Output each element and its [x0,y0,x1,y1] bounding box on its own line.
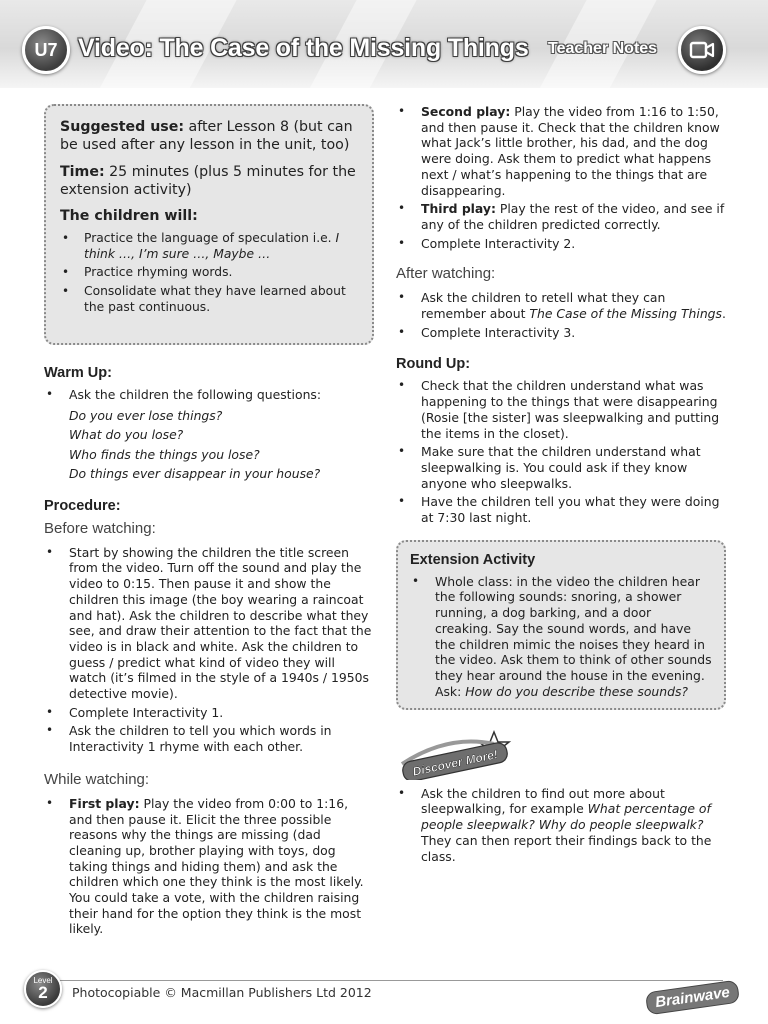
children-will-heading: The children will: [60,208,198,224]
suggested-use-box [44,104,374,345]
list-item: • Third play: Play the rest of the video, and see if any of the children predicted correctly. [396,201,726,232]
list-item: • First play: Play the video from 0:00 to 1:16, and then pause it. Elicit the three possible reasons why the things are missing (dad cleaning up, brother playing with toys, dog taking things and hiding them) and ask the children which one they think is the most likely. You could take a vote, with the children raising their hand for the option they think is the most likely. [44,796,374,937]
list-item: • Ask the children the following questions: [44,387,374,403]
round-up-heading: Round Up: [396,356,471,373]
after-watching-heading: After watching: [396,265,496,283]
list-item: • Ask the children to find out more about sleepwalking, for example What percentage of people sleepwalk? Why do people sleepwalk? They can then report their findings back to the class. [396,786,726,865]
copyright-text: Photocopiable © Macmillan Publishers Ltd 2012 [72,985,372,1000]
time-info: Time: 25 minutes (plus 5 minutes for the extension activity) [60,164,356,198]
unit-badge: U7 [22,26,70,74]
left-column [44,104,374,940]
list-item: • Ask the children to tell you which words in Interactivity 1 rhyme with each other. [44,723,374,754]
discover-more-label: Discover More! [411,746,500,779]
footer-divider [58,980,723,981]
list-item: • Practice rhyming words. [60,265,358,281]
discover-more-badge [398,726,518,780]
list-item: • Whole class: in the video the children hear the following sounds: snoring, a shower running, a dog barking, and a door creaking. Say the sound words, and have the children mimic the noises they heard in the video. Ask them to think of other sounds they hear around the house in the evening. Ask: How do you describe these sounds? [410,574,712,700]
while-watching-heading: While watching: [44,770,150,788]
header-band [0,0,768,88]
list-item: • Consolidate what they have learned about the past continuous. [60,284,358,315]
list-item: • Ask the children to retell what they can remember about The Case of the Missing Things. [396,290,726,321]
question: Do you ever lose things? [69,407,223,423]
list-item: • Make sure that the children understand what sleepwalking is. You could ask if they know anyone who sleepwalks. [396,444,726,491]
question: What do you lose? [69,427,184,443]
list-item: • Have the children tell you what they were doing at 7:30 last night. [396,494,726,525]
list-item: • Check that the children understand what was happening to the things that were disappearing (Rosie [the sister] was sleepwalking and putting the items in the closet). [396,378,726,441]
warm-up-heading: Warm Up: [44,365,112,381]
list-item: • Second play: Play the video from 1:16 to 1:50, and then pause it. Check that the children know what Jack’s little brother, his dad, and the dog were doing. Ask them to predict what happens next / what’s happening to the things that are disappearing. [396,104,726,198]
extension-activity-box [396,540,726,710]
list-item: • Start by showing the children the title screen from the video. Turn off the sound and play the video to 0:15. Then pause it and show the children this image (the boy wearing a raincoat and hat). Ask the children to describe what they see, and draw their attention to the fact that the video is in black and white. Ask the children to guess / predict what kind of video they will watch (it’s filmed in the style of a 1940s / 1950s detective movie). [44,545,374,702]
brainwave-logo: Brainwave [645,980,740,1016]
teacher-notes-label: Teacher Notes [548,40,658,57]
warm-up-questions [44,406,374,484]
page-title: Video: The Case of the Missing Things [78,34,529,62]
list-item: • Practice the language of speculation i.e. I think …, I’m sure …, Maybe … [60,231,358,262]
question: Who finds the things you lose? [69,446,260,462]
suggested-use: Suggested use: after Lesson 8 (but can be used after any lesson in the unit, too) [60,119,353,153]
extension-heading: Extension Activity [410,551,536,568]
list-item: • Complete Interactivity 3. [396,325,726,341]
question: Do things ever disappear in your house? [69,466,321,482]
video-camera-icon [678,26,726,74]
right-column [396,104,726,867]
list-item: • Complete Interactivity 1. [44,705,374,721]
before-watching-heading: Before watching: [44,519,156,537]
list-item: • Complete Interactivity 2. [396,236,726,252]
level-badge: Level 2 [24,970,62,1008]
procedure-heading: Procedure: [44,497,121,514]
